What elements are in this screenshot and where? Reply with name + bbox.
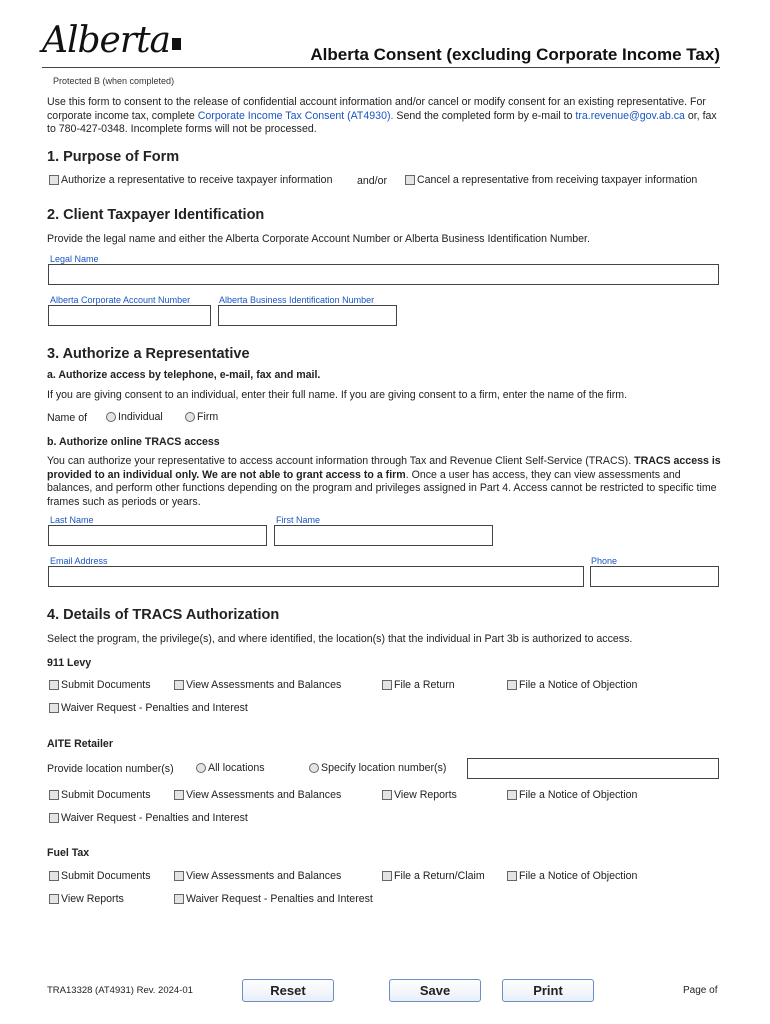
email-link[interactable]: tra.revenue@gov.ab.ca: [575, 109, 685, 122]
intro-text-2: Send the completed form by e-mail to: [393, 109, 576, 122]
fuel-submit-label: Submit Documents: [61, 870, 151, 882]
page-number: Page of: [683, 985, 718, 996]
aite-view-ab-checkbox[interactable]: [174, 790, 184, 800]
aite-title: AITE Retailer: [47, 738, 113, 750]
intro-text-3: or, fax to 780-427-0348. Incomplete forms will not be processed.: [47, 109, 717, 135]
levy-submit-label: Submit Documents: [61, 679, 151, 691]
fuel-title: Fuel Tax: [47, 847, 90, 859]
levy-file-return-checkbox[interactable]: [382, 680, 392, 690]
aite-all-loc-label: All locations: [208, 762, 265, 774]
tracs-text-bold: TRACS access is provided to an individual only. We are not able to grant access to a firm: [47, 455, 721, 481]
corp-account-input[interactable]: [48, 305, 211, 326]
section-2-instructions: Provide the legal name and either the Alberta Corporate Account Number or Alberta Business Identification Number.: [47, 233, 590, 245]
firm-radio[interactable]: [185, 412, 195, 422]
levy-title: 911 Levy: [47, 657, 92, 669]
levy-file-return-row[interactable]: [382, 679, 455, 691]
aite-all-loc-row[interactable]: [196, 762, 265, 774]
levy-objection-checkbox[interactable]: [507, 680, 517, 690]
first-name-input[interactable]: [274, 525, 493, 546]
fuel-waiver-label: Waiver Request - Penalties and Interest: [186, 893, 373, 905]
fuel-view-ab-checkbox[interactable]: [174, 871, 184, 881]
levy-view-ab-label: View Assessments and Balances: [186, 679, 342, 691]
fuel-submit-row[interactable]: [49, 870, 151, 882]
fuel-objection-checkbox[interactable]: [507, 871, 517, 881]
aite-view-reports-label: View Reports: [394, 789, 457, 801]
aite-submit-row[interactable]: [49, 789, 151, 801]
authorize-checkbox[interactable]: [49, 175, 59, 185]
individual-radio-row[interactable]: [106, 411, 163, 423]
aite-all-loc-radio[interactable]: [196, 763, 206, 773]
section-3-heading: 3. Authorize a Representative: [47, 346, 250, 362]
cancel-checkbox-row[interactable]: [405, 174, 697, 186]
levy-objection-row[interactable]: [507, 679, 637, 691]
aite-waiver-checkbox[interactable]: [49, 813, 59, 823]
last-name-label: Last Name: [50, 515, 94, 525]
aite-view-ab-row[interactable]: [174, 789, 341, 801]
aite-provide-loc-label: Provide location number(s): [47, 763, 174, 775]
aite-specify-loc-radio[interactable]: [309, 763, 319, 773]
cancel-checkbox[interactable]: [405, 175, 415, 185]
fuel-file-return-row[interactable]: [382, 870, 485, 882]
reset-button[interactable]: Reset: [242, 979, 334, 1002]
corp-account-label: Alberta Corporate Account Number: [50, 295, 191, 305]
aite-specify-loc-row[interactable]: [309, 762, 446, 774]
firm-radio-row[interactable]: [185, 411, 218, 423]
levy-file-return-label: File a Return: [394, 679, 455, 691]
fuel-view-ab-row[interactable]: [174, 870, 341, 882]
aite-view-reports-row[interactable]: [382, 789, 457, 801]
fuel-view-reports-row[interactable]: [49, 893, 124, 905]
aite-view-ab-label: View Assessments and Balances: [186, 789, 342, 801]
section-1-heading: 1. Purpose of Form: [47, 149, 180, 165]
fuel-file-return-checkbox[interactable]: [382, 871, 392, 881]
levy-waiver-label: Waiver Request - Penalties and Interest: [61, 702, 248, 714]
aite-submit-label: Submit Documents: [61, 789, 151, 801]
section-4-instructions: Select the program, the privilege(s), and where identified, the location(s) that the individual in Part 3b is authorized to access.: [47, 633, 633, 645]
aite-waiver-label: Waiver Request - Penalties and Interest: [61, 812, 248, 824]
aite-submit-checkbox[interactable]: [49, 790, 59, 800]
section-3a-title: a. Authorize access by telephone, e-mail, fax and mail.: [47, 369, 321, 381]
section-2-heading: 2. Client Taxpayer Identification: [47, 207, 265, 223]
alberta-logo: Alberta: [42, 20, 181, 61]
fuel-waiver-checkbox[interactable]: [174, 894, 184, 904]
business-id-label: Alberta Business Identification Number: [219, 295, 375, 305]
section-3b-title: b. Authorize online TRACS access: [47, 436, 220, 448]
fuel-file-return-label: File a Return/Claim: [394, 870, 485, 882]
fuel-view-reports-checkbox[interactable]: [49, 894, 59, 904]
levy-view-ab-checkbox[interactable]: [174, 680, 184, 690]
levy-view-ab-row[interactable]: [174, 679, 341, 691]
phone-input[interactable]: [590, 566, 719, 587]
fuel-waiver-row[interactable]: [174, 893, 373, 905]
protected-label: Protected B (when completed): [53, 76, 175, 86]
corporate-tax-link[interactable]: Corporate Income Tax Consent (AT4930).: [197, 109, 394, 122]
email-input[interactable]: [48, 566, 584, 587]
fuel-view-ab-label: View Assessments and Balances: [186, 870, 342, 882]
aite-view-reports-checkbox[interactable]: [382, 790, 392, 800]
individual-radio[interactable]: [106, 412, 116, 422]
fuel-view-reports-label: View Reports: [61, 893, 124, 905]
cancel-label: Cancel a representative from receiving taxpayer information: [417, 174, 698, 186]
aite-specify-loc-label: Specify location number(s): [321, 762, 447, 774]
tracs-text-1: You can authorize your representative to access account information through Tax and Revenue Client Self-Service (TRACS).: [47, 455, 635, 467]
individual-label: Individual: [118, 411, 163, 423]
levy-waiver-checkbox[interactable]: [49, 703, 59, 713]
header-rule: [42, 67, 720, 68]
aite-objection-checkbox[interactable]: [507, 790, 517, 800]
levy-submit-checkbox[interactable]: [49, 680, 59, 690]
intro-text-1: Use this form to consent to the release of confidential account information and/or cancel or modify consent for an existing representative. For corporate income tax, complete: [47, 96, 706, 122]
section-4-heading: 4. Details of TRACS Authorization: [47, 607, 280, 623]
fuel-objection-label: File a Notice of Objection: [519, 870, 638, 882]
section-3a-instructions: If you are giving consent to an individual, enter their full name. If you are giving consent to a firm, enter the name of the firm.: [47, 389, 628, 401]
levy-submit-row[interactable]: [49, 679, 151, 691]
fuel-submit-checkbox[interactable]: [49, 871, 59, 881]
email-label: Email Address: [50, 556, 108, 566]
aite-location-input[interactable]: [467, 758, 719, 779]
legal-name-input[interactable]: [48, 264, 719, 285]
intro-text: [47, 96, 717, 137]
logo-flag-icon: [172, 38, 181, 50]
andor-label: and/or: [357, 175, 388, 187]
name-of-label: Name of: [47, 412, 88, 424]
authorize-label: Authorize a representative to receive taxpayer information: [61, 174, 333, 186]
section-3b-paragraph: [47, 455, 722, 509]
fuel-objection-row[interactable]: [507, 870, 637, 882]
levy-objection-label: File a Notice of Objection: [519, 679, 638, 691]
last-name-input[interactable]: [48, 525, 267, 546]
save-button[interactable]: Save: [389, 979, 481, 1002]
aite-objection-row[interactable]: [507, 789, 637, 801]
form-title: Alberta Consent (excluding Corporate Income Tax): [310, 45, 720, 64]
phone-label: Phone: [591, 556, 618, 566]
aite-objection-label: File a Notice of Objection: [519, 789, 638, 801]
tracs-text-2: . Once a user has access, they can view assessments and balances, and perform other functions depending on the program and privileges assigned in Part 4. Access cannot be restricted to specific time frames such as periods or years.: [47, 468, 717, 508]
form-id: TRA13328 (AT4931) Rev. 2024-01: [47, 985, 193, 996]
firm-label: Firm: [197, 411, 219, 423]
business-id-input[interactable]: [218, 305, 397, 326]
authorize-checkbox-row[interactable]: [49, 174, 332, 186]
print-button[interactable]: Print: [502, 979, 594, 1002]
levy-waiver-row[interactable]: [49, 702, 248, 714]
legal-name-label: Legal Name: [50, 254, 99, 264]
first-name-label: First Name: [276, 515, 321, 525]
aite-waiver-row[interactable]: [49, 812, 248, 824]
